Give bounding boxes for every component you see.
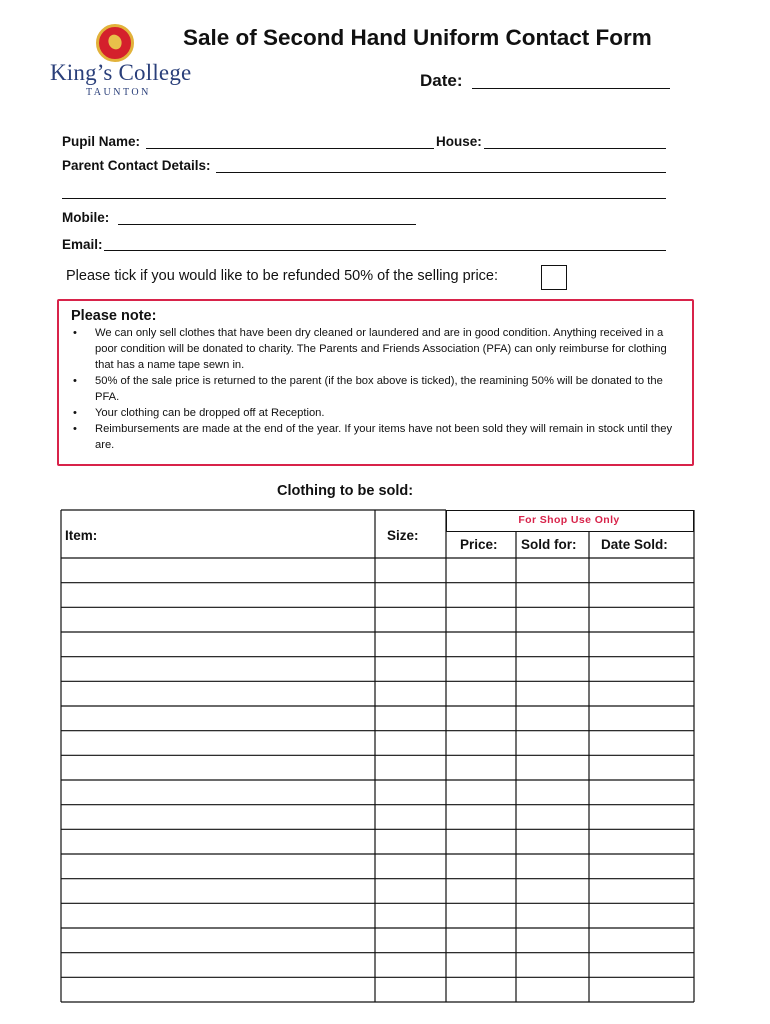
mobile-label: Mobile: <box>62 210 110 225</box>
price-header: Price: <box>460 537 498 552</box>
sold-for-header: Sold for: <box>521 537 577 552</box>
house-label: House: <box>436 134 482 149</box>
shop-use-label: For Shop Use Only <box>518 514 620 526</box>
logo-subtitle: TAUNTON <box>86 87 151 98</box>
page-title: Sale of Second Hand Uniform Contact Form <box>183 25 652 50</box>
note-item: • We can only sell clothes that have been dry cleaned or laundered and are in good condition. Anything received in a poor condition will be donated to charity. The Parents and Friends Association (PFA) can only reimburse for clothing that has a name tape sewn in. <box>70 325 684 373</box>
date-sold-header: Date Sold: <box>601 537 668 552</box>
item-header: Item: <box>65 528 98 543</box>
note-item: • 50% of the sale price is returned to the parent (if the box above is ticked), the reamining 50% will be donated to the PFA. <box>70 373 684 405</box>
logo-name: King’s College <box>50 60 192 85</box>
refund-prompt: Please tick if you would like to be refunded 50% of the selling price: <box>66 268 499 284</box>
size-header: Size: <box>387 528 419 543</box>
note-heading: Please note: <box>71 308 157 324</box>
email-label: Email: <box>62 237 103 252</box>
note-item: • Reimbursements are made at the end of the year. If your items have not been sold they will remain in stock until they are. <box>70 421 684 453</box>
pupil-name-label: Pupil Name: <box>62 134 141 149</box>
date-label: Date: <box>420 71 463 90</box>
parent-contact-label: Parent Contact Details: <box>62 158 211 173</box>
clothing-title: Clothing to be sold: <box>277 483 414 499</box>
note-item: • Your clothing can be dropped off at Reception. <box>70 405 684 421</box>
